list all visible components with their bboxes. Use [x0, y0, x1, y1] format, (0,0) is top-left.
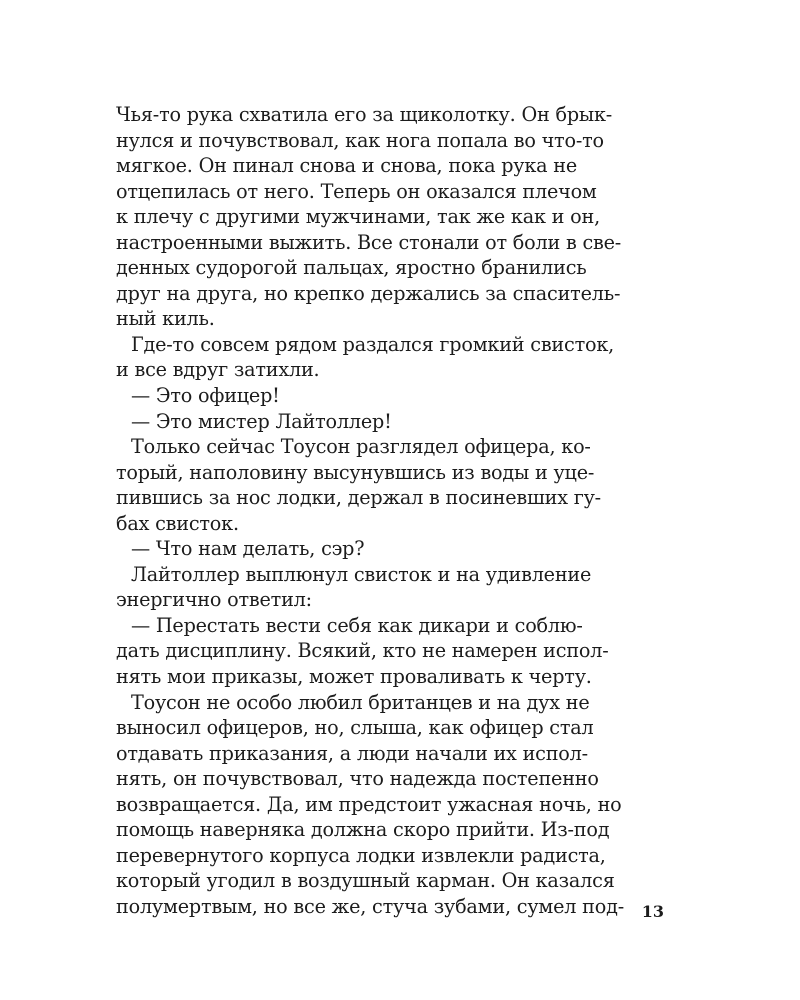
text-line: к плечу с другими мужчинами, так же как и он, — [116, 205, 600, 229]
text-line: пившись за нос лодки, держал в посиневших гу- — [116, 486, 601, 510]
text-line: Тоусон не особо любил британцев и на дух не — [131, 690, 590, 714]
text-line: друг на друга, но крепко держались за спаситель- — [116, 281, 621, 305]
text-line: торый, наполовину высунувшись из воды и уце- — [116, 460, 595, 484]
text-line: Чья-то рука схватила его за щиколотку. Он брык- — [116, 103, 613, 126]
text-line: отцепилась от него. Теперь он оказался плечом — [116, 179, 597, 203]
text-line: бах свисток. — [116, 511, 239, 535]
text-line: нять, он почувствовал, что надежда постепенно — [116, 767, 599, 791]
text-line: дать дисциплину. Всякий, кто не намерен испол- — [116, 639, 609, 663]
text-line: который угодил в воздушный карман. Он казался — [116, 869, 615, 893]
text-line: и все вдруг затихли. — [116, 358, 320, 382]
text-line: денных судорогой пальцах, яростно бранились — [116, 256, 587, 280]
text-line: — Это мистер Лайтоллер! — [131, 409, 392, 433]
text-line: — Что нам делать, сэр? — [131, 537, 365, 561]
text-line: энергично ответил: — [116, 588, 312, 612]
text-line: Где-то совсем рядом раздался громкий свисток, — [131, 332, 615, 356]
text-line: выносил офицеров, но, слыша, как офицер стал — [116, 716, 594, 740]
text-line: возвращается. Да, им предстоит ужасная ночь, но — [116, 792, 622, 816]
text-line: — Это офицер! — [131, 384, 280, 408]
text-line: мягкое. Он пинал снова и снова, пока рука не — [116, 154, 578, 178]
body-text — [116, 102, 676, 920]
text-line: помощь наверняка должна скоро прийти. Из-под — [116, 818, 610, 842]
text-line: — Перестать вести себя как дикари и соблю- — [131, 613, 583, 637]
text-line: Только сейчас Тоусон разглядел офицера, ко- — [131, 435, 591, 459]
text-line: ный киль. — [116, 307, 215, 331]
text-line: полумертвым, но все же, стуча зубами, сумел под- — [116, 894, 625, 918]
text-line: нулся и почувствовал, как нога попала во что-то — [116, 128, 604, 152]
text-line: нять мои приказы, может проваливать к черту. — [116, 665, 592, 689]
text-line: Лайтоллер выплюнул свисток и на удивление — [131, 562, 592, 586]
page-number: 13 — [641, 902, 664, 921]
text-line: отдавать приказания, а люди начали их испол- — [116, 741, 588, 765]
text-line: перевернутого корпуса лодки извлекли радиста, — [116, 843, 606, 867]
text-line: настроенными выжить. Все стонали от боли в све- — [116, 230, 622, 254]
